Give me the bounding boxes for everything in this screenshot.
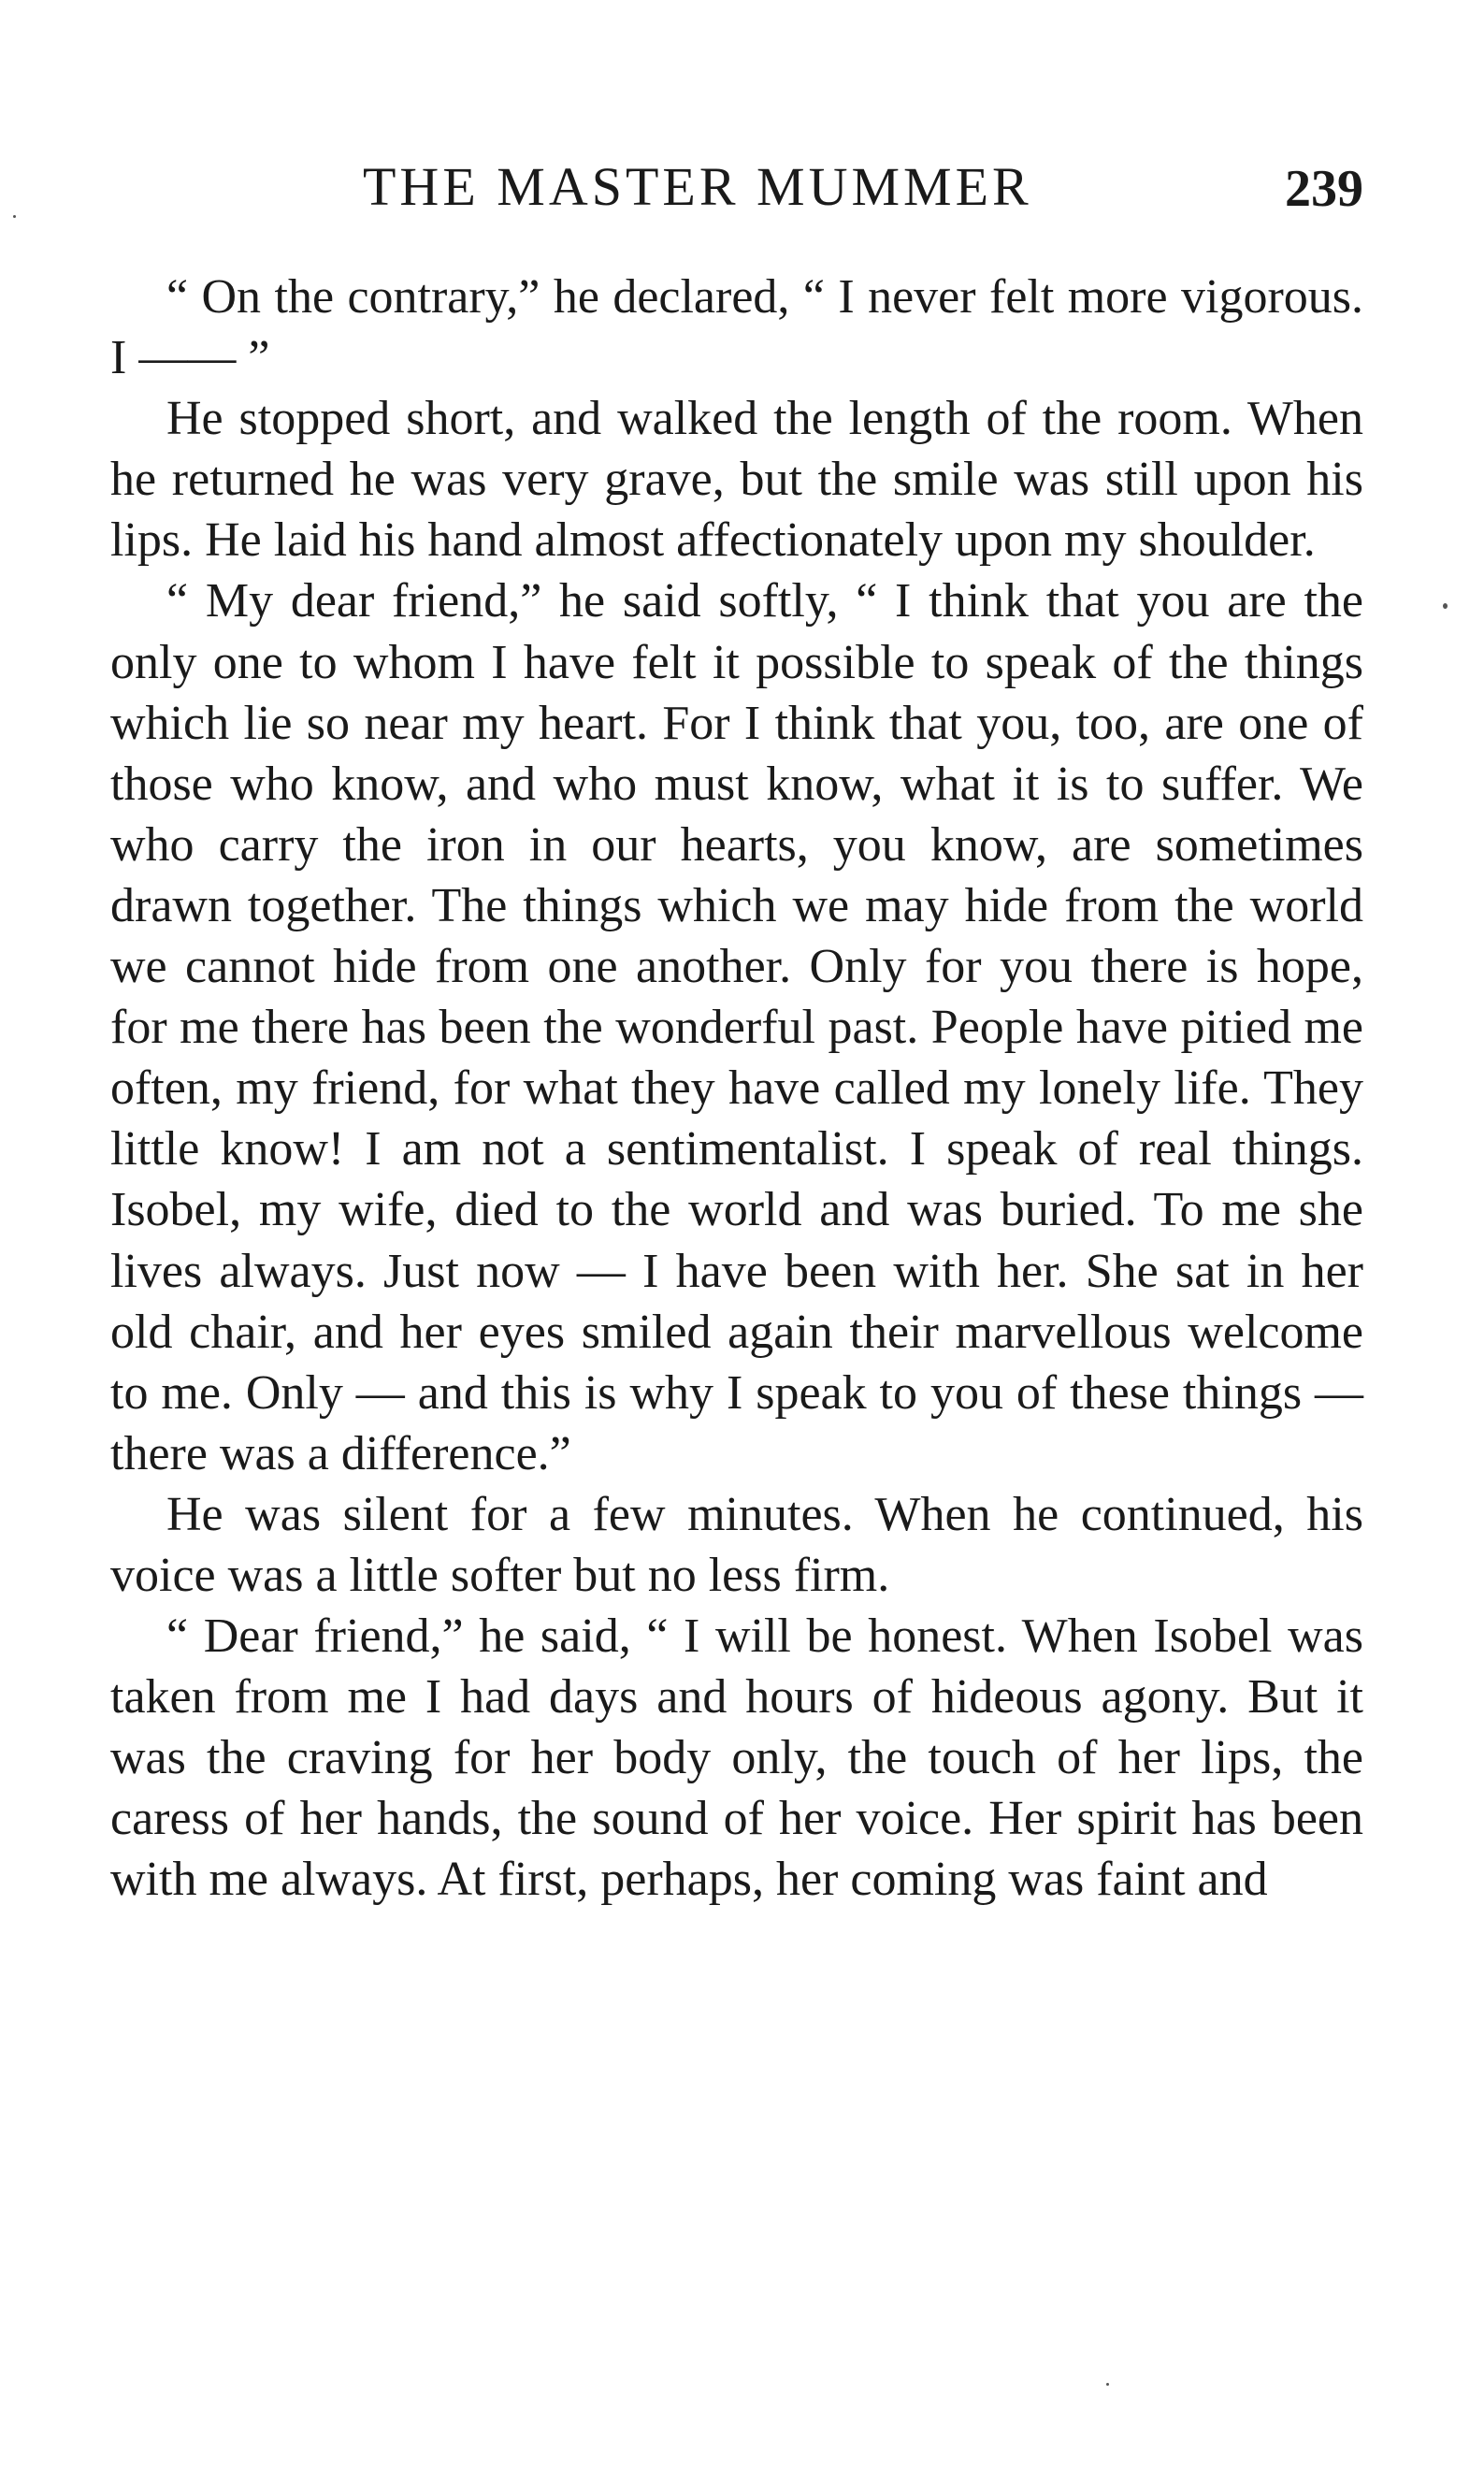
running-title: THE MASTER MUMMER [363,156,1032,217]
scan-speck [1443,603,1448,609]
page-number: 239 [1285,160,1363,218]
paragraph: “ My dear friend,” he said softly, “ I think that you are the only one to whom I have felt it possible to speak of the things which lie so near my heart. For I think that you, too, are one of those who know, and who must know, what it is to suffer. We who carry the iron in our hearts, you know, are sometimes drawn together. The things which we may hide from the world we cannot hide from one another. Only for you there is hope, for me there has been the wonderful past. People have pitied me often, my friend, for what they have called my lonely life. They little know! I am not a sentimentalist. I speak of real things. Isobel, my wife, died to the world and was buried. To me she lives always. Just now — I have been with her. She sat in her old chair, and her eyes smiled again their marvellous welcome to me. Only — and this is why I speak to you of these things — there was a difference.” [110,574,1363,1480]
body-text [110,267,1363,1911]
paragraph: “ On the contrary,” he declared, “ I never felt more vigorous. I —— ” [110,270,1363,385]
scan-speck [13,215,16,218]
paragraph: He stopped short, and walked the length of the room. When he returned he was very grave, but the smile was still upon his lips. He laid his hand almost affectionately upon my shoulder. [110,392,1363,568]
paragraph: “ Dear friend,” he said, “ I will be honest. When Isobel was taken from me I had days and hours of hideous agony. But it was the craving for her body only, the touch of her lips, the caress of her hands, the sound of her voice. Her spirit has been with me always. At first, perhaps, her coming was faint and [110,1609,1363,1907]
paragraph: He was silent for a few minutes. When he continued, his voice was a little softer but no less firm. [110,1487,1363,1602]
scan-speck [1106,2383,1109,2386]
running-head [110,154,1363,220]
